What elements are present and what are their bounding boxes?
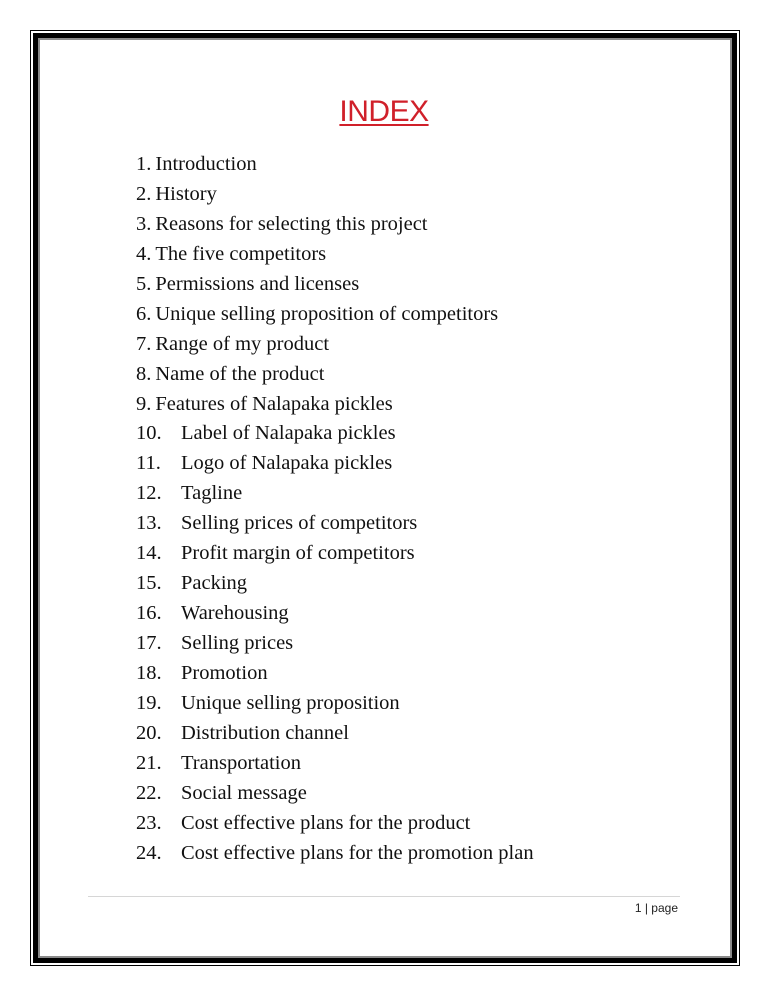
toc-item-label: Cost effective plans for the product: [181, 811, 471, 834]
toc-item-number: 3.: [136, 212, 152, 235]
toc-item-number: 23.: [136, 811, 162, 834]
toc-item: [136, 329, 534, 359]
toc-item: [136, 718, 534, 748]
toc-item-label: Logo of Nalapaka pickles: [181, 452, 393, 475]
toc-item: [136, 628, 534, 658]
toc-item-label: Range of my product: [155, 332, 330, 355]
toc-item: [136, 748, 534, 778]
toc-item-label: The five competitors: [155, 242, 327, 265]
toc-item-label: Unique selling proposition of competitors: [155, 302, 499, 325]
toc-item-number: 9.: [136, 392, 152, 415]
toc-item-label: Transportation: [181, 751, 301, 774]
toc-item-number: 7.: [136, 332, 152, 355]
toc-item-label: Selling prices of competitors: [181, 512, 418, 535]
toc-item-label: Packing: [181, 572, 248, 595]
toc-item-label: Promotion: [181, 661, 268, 684]
toc-item-number: 4.: [136, 242, 152, 265]
toc-item: [136, 658, 534, 688]
toc-item-label: Reasons for selecting this project: [155, 212, 428, 235]
toc-item-number: 10.: [136, 422, 162, 445]
toc-item: [136, 508, 534, 538]
toc-item: [136, 478, 534, 508]
toc-item-label: Distribution channel: [181, 721, 349, 744]
toc-item: [136, 418, 534, 448]
toc-item-number: 24.: [136, 841, 162, 864]
toc-item-number: 2.: [136, 182, 152, 205]
toc-item-label: Introduction: [155, 153, 257, 175]
toc-item-number: 21.: [136, 751, 162, 774]
toc-item-label: Label of Nalapaka pickles: [181, 422, 396, 445]
toc-item: [136, 568, 534, 598]
toc-item-number: 8.: [136, 362, 152, 385]
index-title: [0, 92, 768, 132]
toc-item: [136, 299, 534, 329]
toc-item-number: 5.: [136, 272, 152, 295]
toc-item: [136, 209, 534, 239]
toc-item-number: 18.: [136, 661, 162, 684]
toc-item: [136, 688, 534, 718]
toc-item: [136, 179, 534, 209]
toc-item: [136, 149, 534, 179]
toc-item-label: Selling prices: [181, 632, 294, 654]
toc-item: [136, 269, 534, 299]
toc-item-number: 20.: [136, 721, 162, 744]
toc-item: [136, 359, 534, 389]
toc-item-label: History: [155, 182, 217, 205]
toc-item: [136, 448, 534, 478]
toc-item-number: 15.: [136, 572, 162, 595]
toc-item-number: 22.: [136, 781, 162, 804]
toc-item: [136, 389, 534, 419]
footer-divider: [88, 896, 680, 897]
toc-item-number: 6.: [136, 302, 152, 325]
toc-item: [136, 838, 534, 868]
toc-item: [136, 239, 534, 269]
page-number: 1 | page: [634, 901, 678, 915]
toc-item: [136, 538, 534, 568]
toc-item-label: Tagline: [181, 482, 243, 505]
toc-item: [136, 808, 534, 838]
toc-item-label: Cost effective plans for the promotion plan: [181, 841, 534, 864]
toc-item-number: 13.: [136, 512, 162, 535]
toc-item-number: 19.: [136, 691, 162, 714]
toc-item-label: Permissions and licenses: [155, 272, 360, 295]
toc-item-label: Warehousing: [181, 602, 289, 625]
toc-item-label: Unique selling proposition: [181, 691, 400, 714]
toc-item-number: 1.: [136, 153, 152, 175]
toc-item-label: Profit margin of competitors: [181, 542, 415, 565]
toc-item-label: Name of the product: [155, 362, 325, 385]
toc-item-number: 14.: [136, 542, 162, 565]
toc-item: [136, 598, 534, 628]
toc-item-label: Features of Nalapaka pickles: [155, 392, 393, 415]
toc-item-number: 11.: [136, 452, 161, 475]
toc-item-number: 12.: [136, 482, 162, 505]
toc-item-number: 17.: [136, 632, 162, 654]
table-of-contents: [136, 149, 534, 868]
toc-item-label: Social message: [181, 781, 307, 804]
toc-item-number: 16.: [136, 602, 162, 625]
index-title-text: INDEX: [339, 95, 429, 128]
toc-item: [136, 778, 534, 808]
